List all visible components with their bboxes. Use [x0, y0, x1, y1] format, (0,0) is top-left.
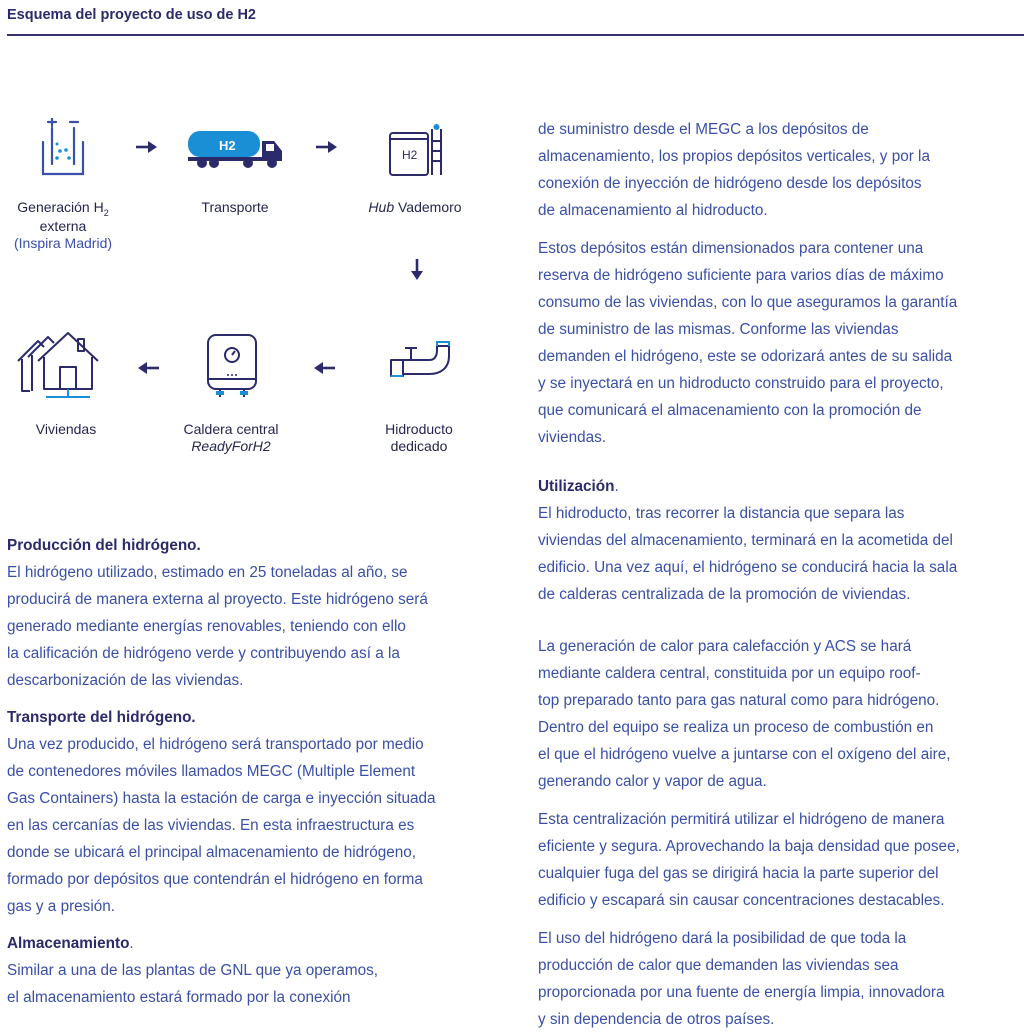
paragraph-line: conexión de inyección de hidrógeno desde los depósitos: [538, 175, 922, 192]
transporte-line: en las cercanías de las viviendas. En esta infraestructura es: [7, 817, 415, 834]
houses-icon: [16, 331, 102, 403]
almacenamiento-line: Similar a una de las plantas de GNL que ya operamos,: [7, 962, 379, 979]
boiler-icon: [206, 333, 258, 401]
produccion-line: generado mediante energías renovables, teniendo con ello: [7, 618, 406, 635]
produccion-heading: Producción del hidrógeno.: [7, 537, 201, 554]
transporte-heading: Transporte del hidrógeno.: [7, 709, 196, 726]
arrow-down-icon: [410, 259, 424, 281]
transporte-line: de contenedores móviles llamados MEGC (Multiple Element: [7, 763, 416, 780]
arrow-left-icon: [137, 361, 159, 375]
hub-h2-label: H2: [402, 148, 418, 162]
paragraph-line: de suministro de las mismas. Conforme las viviendas: [538, 321, 899, 338]
paragraph-line: El uso del hidrógeno dará la posibilidad de que toda la: [538, 930, 907, 947]
paragraph-line: producción de calor que demanden las viviendas sea: [538, 957, 899, 974]
paragraph-line: eficiente y segura. Aprovechando la baja densidad que posee,: [538, 838, 960, 855]
page-title: Esquema del proyecto de uso de H2: [7, 7, 256, 23]
paragraph-line: que comunicará el almacenamiento con la promoción de: [538, 402, 922, 419]
electrolysis-icon: [38, 118, 88, 178]
paragraph-line: demanden el hidrógeno, este se odorizará antes de su salida: [538, 348, 953, 365]
paragraph-line: mediante caldera central, constituida por un equipo roof-: [538, 665, 921, 682]
paragraph-line: viviendas.: [538, 429, 607, 446]
utilizacion-heading: Utilización.: [538, 478, 619, 495]
paragraph-line: edificio. Una vez aquí, el hidrógeno se conducirá hacia la sala: [538, 559, 958, 576]
paragraph-line: de calderas centralizada de la promoción de viviendas.: [538, 586, 911, 603]
transporte-line: donde se ubicará el principal almacenamiento de hidrógeno,: [7, 844, 417, 861]
transporte-line: Una vez producido, el hidrógeno será transportado por medio: [7, 736, 424, 753]
transporte-line: gas y a presión.: [7, 898, 115, 915]
arrow-right-icon: [136, 140, 158, 154]
paragraph-line: de almacenamiento al hidroducto.: [538, 202, 768, 219]
paragraph-line: Estos depósitos están dimensionados para contener una: [538, 240, 924, 257]
hub-label: Hub Vademoro: [368, 199, 462, 215]
paragraph-line: El hidroducto, tras recorrer la distancia que separa las: [538, 505, 905, 522]
paragraph-line: La generación de calor para calefacción y ACS se hará: [538, 638, 912, 655]
storage-tank-icon: [388, 123, 446, 179]
generation-label: Generación $H_2$ externa (Inspira Madrid): [13, 199, 113, 251]
paragraph-line: y sin dependencia de otros países.: [538, 1011, 775, 1028]
transport-label: Transporte: [201, 199, 269, 215]
boiler-label: Caldera central ReadyForH2: [183, 421, 279, 454]
arrow-left-icon: [313, 361, 335, 375]
produccion-line: descarbonización de las viviendas.: [7, 672, 244, 689]
produccion-line: producirá de manera externa al proyecto. Este hidrógeno será: [7, 591, 428, 608]
paragraph-line: edificio y escapará sin causar concentraciones destacables.: [538, 892, 945, 909]
paragraph-line: el que el hidrógeno vuelve a juntarse con el oxígeno del aire,: [538, 746, 951, 763]
paragraph-line: Esta centralización permitirá utilizar el hidrógeno de manera: [538, 811, 945, 828]
paragraph-line: generando calor y vapor de agua.: [538, 773, 767, 790]
paragraph-line: Dentro del equipo se realiza un proceso de combustión en: [538, 719, 934, 736]
right-column: [538, 116, 1018, 1033]
paragraph-line: reserva de hidrógeno suficiente para varios días de máximo: [538, 267, 944, 284]
almacenamiento-line: el almacenamiento estará formado por la conexión: [7, 989, 351, 1006]
transporte-line: formado por depósitos que contendrán el hidrógeno en forma: [7, 871, 423, 888]
homes-label: Viviendas: [35, 421, 97, 437]
pipeline-icon: [389, 340, 455, 384]
paragraph-line: viviendas del almacenamiento, terminará en la acometida del: [538, 532, 953, 549]
truck-icon: [186, 127, 284, 171]
truck-h2-label: H2: [219, 138, 236, 153]
paragraph-line: top preparado tanto para gas natural como para hidrógeno.: [538, 692, 940, 709]
paragraph-line: de suministro desde el MEGC a los depósitos de: [538, 121, 869, 138]
produccion-line: la calificación de hidrógeno verde y contribuyendo así a la: [7, 645, 400, 662]
paragraph-line: cualquier fuga del gas se dirigirá hacia la parte superior del: [538, 865, 939, 882]
arrow-right-icon: [316, 140, 338, 154]
left-column: [7, 532, 487, 1011]
paragraph-line: proporcionada por una fuente de energía limpia, innovadora: [538, 984, 945, 1001]
header-divider: [7, 34, 1024, 36]
paragraph-line: consumo de las viviendas, con lo que aseguramos la garantía: [538, 294, 958, 311]
pipeline-label: Hidroducto dedicado: [385, 421, 453, 454]
almacenamiento-heading: Almacenamiento.: [7, 935, 134, 952]
produccion-line: El hidrógeno utilizado, estimado en 25 toneladas al año, se: [7, 564, 408, 581]
transporte-line: Gas Containers) hasta la estación de carga e inyección situada: [7, 790, 436, 807]
paragraph-line: y se inyectará en un hidroducto construido para el proyecto,: [538, 375, 944, 392]
paragraph-line: almacenamiento, los propios depósitos verticales, y por la: [538, 148, 930, 165]
